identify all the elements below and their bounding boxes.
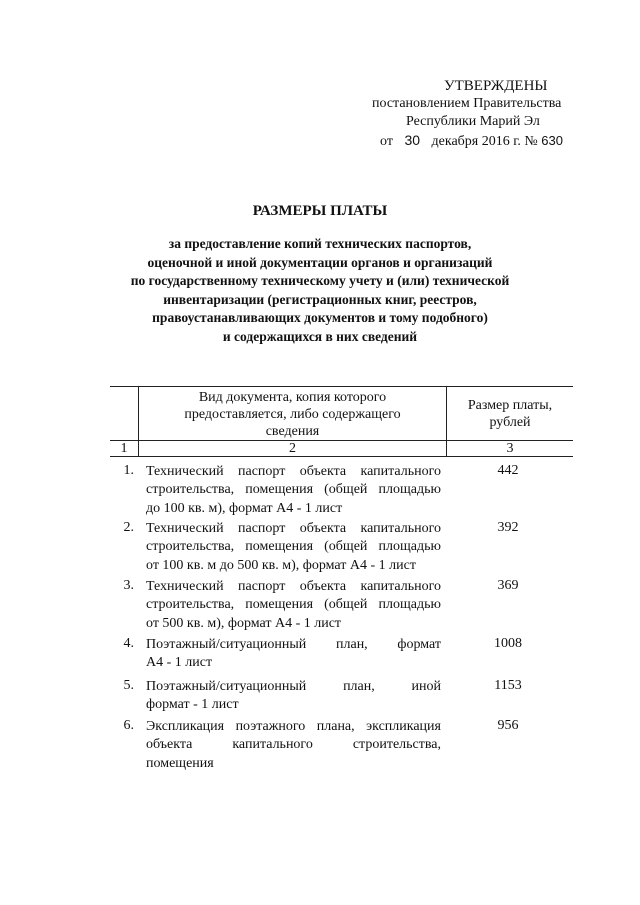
word: помещения [245, 482, 314, 498]
date-prefix: от [380, 134, 393, 149]
subtitle-line: оценочной и иной документации органов и организаций [147, 254, 493, 270]
document-title: РАЗМЕРЫ ПЛАТЫ [252, 203, 388, 219]
header-doc-type: Вид документа, копия которого предоставляется, либо содержащего сведения [184, 390, 401, 439]
row-description: Поэтажный/ситуационный план, формат А4 - 1 лист [146, 637, 441, 671]
word: паспорт [238, 579, 286, 594]
approval-stamp [0, 0, 640, 160]
approval-title: УТВЕРЖДЕНЫ [444, 78, 548, 94]
row-price: 369 [497, 578, 519, 593]
word: помещения [245, 597, 314, 613]
word: строительства, [146, 539, 235, 555]
word: план, [336, 637, 368, 652]
row-number: 6. [123, 718, 134, 733]
word: формат [397, 637, 441, 652]
subtitle-line: инвентаризации (регистрационных книг, реестров, [163, 291, 477, 307]
row-description: Технический паспорт объекта капитального строительства, помещения (общей площадью до 100 кв. м), формат А4 - 1 лист [146, 464, 441, 516]
word: поэтажного [235, 719, 306, 734]
word: паспорт [238, 464, 286, 479]
subtitle-line: по государственному техническому учету и (или) технической [130, 273, 510, 289]
approval-date-line [380, 132, 563, 150]
col-number-1: 1 [120, 441, 128, 456]
word: строительства, [352, 737, 441, 753]
approval-day: 30 [404, 132, 421, 148]
row-number: 4. [123, 636, 134, 651]
subtitle-line: правоустанавливающих документов и тому подобного) [152, 310, 488, 326]
row-number: 1. [123, 463, 134, 478]
word: капитального [360, 464, 441, 479]
word: объекта [299, 464, 347, 479]
col-number-2: 2 [289, 441, 296, 456]
word: строительства, [146, 597, 235, 613]
word: экспликация [366, 719, 441, 734]
row-number: 2. [123, 520, 134, 535]
word: иной [411, 679, 441, 694]
word: плана, [316, 719, 355, 734]
approval-number: 630 [541, 133, 563, 148]
word: (общей [324, 482, 368, 498]
word: строительства, [146, 482, 235, 498]
approval-line-decree: постановлением Правительства [372, 96, 562, 111]
word: Технический [146, 521, 224, 536]
word: капитального [232, 737, 313, 753]
word: план, [343, 679, 375, 694]
date-middle: декабря 2016 г. № [431, 134, 538, 149]
document-subtitle [110, 235, 530, 347]
word: объекта [299, 579, 347, 594]
word: Технический [146, 464, 224, 479]
row-number: 3. [123, 578, 134, 593]
word: капитального [360, 579, 441, 594]
word: Экспликация [146, 719, 225, 734]
word: площадью [378, 539, 441, 555]
approval-line-republic: Республики Марий Эл [406, 114, 540, 129]
row-number: 5. [123, 678, 134, 693]
word: паспорт [238, 521, 286, 536]
word: площадью [378, 597, 441, 613]
header-fee: Размер платы, рублей [467, 398, 553, 430]
word: площадью [378, 482, 441, 498]
subtitle-line: за предоставление копий технических паспортов, [168, 236, 472, 251]
row-price: 442 [497, 463, 519, 478]
word: Поэтажный/ситуационный [146, 679, 307, 694]
row-description: Поэтажный/ситуационный план, иной формат - 1 лист [146, 679, 441, 713]
col-number-3: 3 [506, 441, 514, 456]
word: (общей [324, 539, 368, 555]
word: помещения [245, 539, 314, 555]
row-description: Технический паспорт объекта капитального строительства, помещения (общей площадью от 500 кв. м), формат А4 - 1 лист [146, 579, 441, 631]
row-price: 1153 [494, 678, 522, 693]
table-top-border [110, 386, 573, 387]
word: Технический [146, 579, 224, 594]
word: объекта [299, 521, 347, 536]
row-price: 956 [497, 718, 519, 733]
row-description: Технический паспорт объекта капитального строительства, помещения (общей площадью от 100 кв. м до 500 кв. м), формат А4 - 1 лист [146, 521, 441, 573]
word: капитального [360, 521, 441, 536]
word: Поэтажный/ситуационный [146, 637, 307, 652]
row-description: Экспликация поэтажного плана, экспликация объекта капитального строительства, помещения [146, 719, 441, 771]
fee-table-header [110, 386, 573, 457]
row-price: 1008 [494, 636, 522, 651]
subtitle-line: и содержащихся в них сведений [222, 328, 418, 344]
word: (общей [324, 597, 368, 613]
row-price: 392 [497, 520, 519, 535]
word: объекта [146, 737, 193, 753]
